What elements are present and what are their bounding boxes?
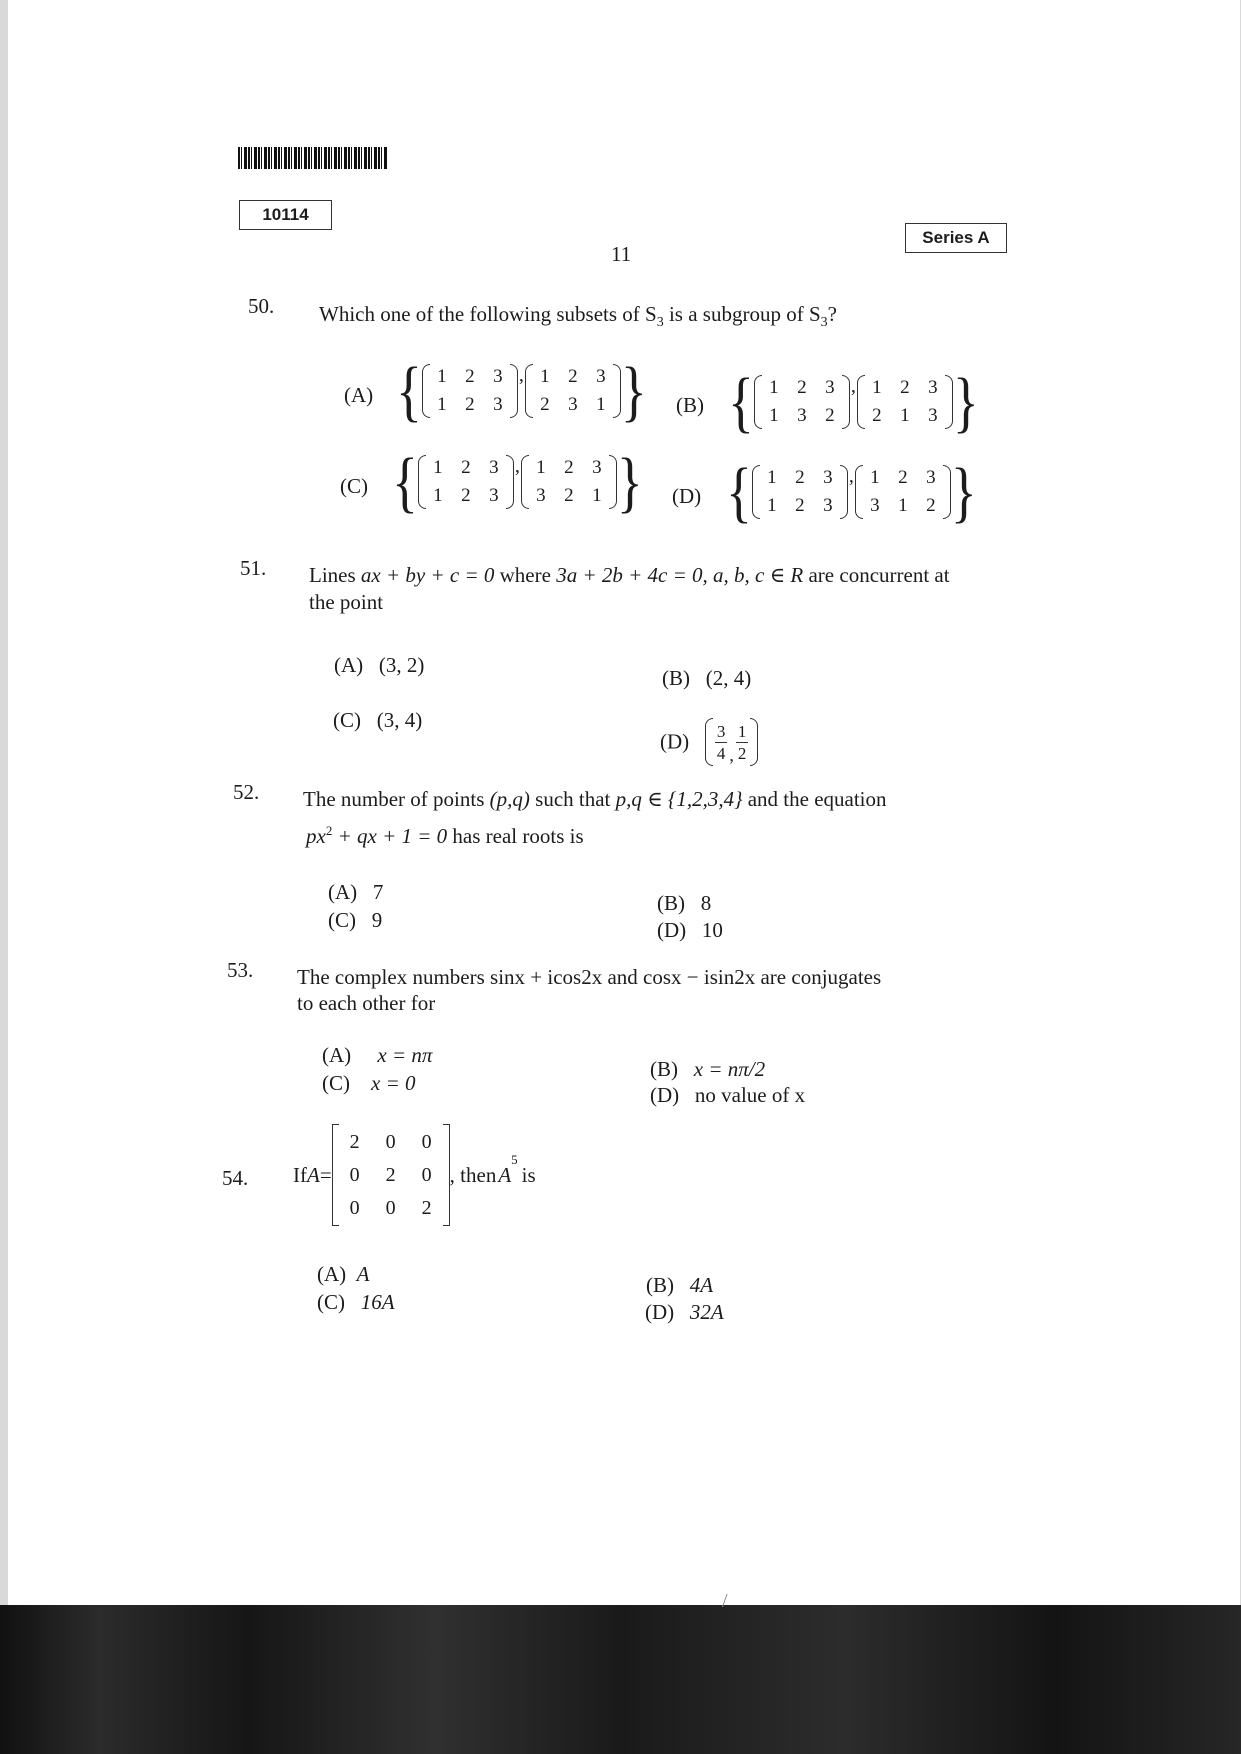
matrix-entry: 0 [349,1163,360,1186]
matrix-entry: 1 [898,495,908,516]
matrix-entry: 3 [928,405,938,426]
permutation-matrix [521,455,617,509]
matrix-entry: 2 [349,1130,360,1153]
question-number: 53. [227,958,254,982]
set-brace-open: { [726,454,752,530]
question-text-line2: the point [309,590,384,614]
matrix-entry: 1 [540,366,550,387]
option-c: (C) (3, 4) [333,708,423,732]
matrix-entry: 3 [592,457,602,478]
set-brace-close: } [620,353,647,429]
matrix-entry: 1 [596,394,606,415]
permutation-matrix [752,465,848,519]
matrix-entry: 3 [926,467,936,488]
matrix-entry: 3 [536,485,546,506]
matrix-entry: 1 [769,405,779,426]
option-a-set: { 1 2 3 1 2 3 , 1 2 3 2 3 1 } [396,353,647,429]
set-brace-close: } [950,454,977,530]
permutation-matrix [754,375,850,429]
matrix-entry: 2 [540,394,550,415]
matrix-entry: 1 [870,467,880,488]
permutation-matrix [418,455,514,509]
paper-code-box: 10114 [239,200,332,230]
matrix-entry: 1 [769,377,779,398]
question-text: The complex numbers sinx + icos2x and cosx − isin2x are conjugates [297,965,882,989]
matrix-entry: 1 [900,405,910,426]
permutation-matrix [422,364,518,418]
matrix-entry: 0 [385,1196,396,1219]
question-text: The number of points (p,q) such that p,q ∈ {1,2,3,4} and the equation [303,787,887,811]
matrix-entry: 2 [568,366,578,387]
question-number: 51. [240,556,267,580]
matrix-entry: 3 [797,405,807,426]
matrix-entry: 1 [767,495,777,516]
set-brace-open: { [728,364,754,440]
option-b-set: { 1 2 3 1 3 2 , 1 2 3 2 1 3 } [728,364,979,440]
option-label: (C) [340,474,368,498]
matrix-entry: 3 [870,495,880,516]
question-number: 50. [248,294,275,318]
set-brace-open: { [392,444,418,520]
series-box: Series A [905,223,1007,253]
option-a: (A) 7 [328,880,384,904]
matrix-entry: 2 [795,495,805,516]
option-label: (B) [676,393,704,417]
matrix-entry: 3 [825,377,835,398]
matrix-entry: 3 [823,467,833,488]
option-b: (B) 8 [657,891,712,915]
option-d: (D) 10 [657,918,723,942]
matrix-entry: 0 [349,1196,360,1219]
question-text: Lines ax + by + c = 0 where 3a + 2b + 4c = 0, a, b, c ∈ R are concurrent at [309,563,950,587]
matrix-entry: 2 [461,457,471,478]
matrix-entry: 2 [900,377,910,398]
option-c: (C) x = 0 [322,1071,416,1095]
matrix-entry: 1 [872,377,882,398]
matrix-entry: 1 [592,485,602,506]
matrix-entry: 1 [767,467,777,488]
stray-mark: / [722,1590,728,1612]
matrix-entry: 2 [461,485,471,506]
matrix-a [332,1124,450,1226]
matrix-entry: 2 [385,1163,396,1186]
set-brace-close: } [616,444,643,520]
option-c: (C) 9 [328,908,383,932]
permutation-matrix [857,375,953,429]
matrix-entry: 2 [465,366,475,387]
page-number: 11 [611,242,632,266]
question-number: 52. [233,780,260,804]
matrix-entry: 2 [898,467,908,488]
question-text-line2: $px^2$ + qx + 1 = 0 has real roots is [306,823,584,848]
matrix-entry: 2 [465,394,475,415]
option-b: (B) x = nπ/2 [650,1057,766,1081]
matrix-entry: 1 [433,457,443,478]
permutation-matrix [855,465,951,519]
option-d: (D) $\frac{3}{4}$ , $\frac{1}{2}$ [660,718,758,766]
matrix-entry: 2 [926,495,936,516]
matrix-entry: 2 [797,377,807,398]
matrix-entry: 1 [437,366,447,387]
option-c: (C) 16A [317,1290,395,1314]
matrix-entry: 2 [795,467,805,488]
matrix-entry: 2 [564,457,574,478]
matrix-entry: 3 [489,457,499,478]
matrix-entry: 3 [493,366,503,387]
set-brace-close: } [952,364,979,440]
option-a: (A) (3, 2) [334,653,425,677]
matrix-entry: 3 [596,366,606,387]
option-label: (A) [344,383,374,407]
question-text-line2: to each other for [297,991,436,1015]
set-brace-open: { [396,353,422,429]
option-b: (B) (2, 4) [662,666,752,690]
matrix-entry: 0 [421,1130,432,1153]
matrix-entry: 2 [564,485,574,506]
barcode [238,147,388,169]
option-d: (D) 32A [645,1300,724,1324]
option-d-set: { 1 2 3 1 2 3 , 1 2 3 3 1 2 } [726,454,977,530]
option-label: (D) [672,484,702,508]
matrix-entry: 0 [385,1130,396,1153]
option-c-set: { 1 2 3 1 2 3 , 1 2 3 3 2 1 } [392,444,643,520]
option-d: (D) no value of x [650,1083,806,1107]
matrix-entry: 1 [433,485,443,506]
matrix-entry: 3 [489,485,499,506]
question-text: Which one of the following subsets of $S_3$ is a subgroup of $S_3$? [319,302,837,331]
question-text: If A = 2 0 0 0 2 0 0 0 2 , then A $^5$ is [293,1124,536,1226]
question-number: 54. [222,1166,249,1190]
matrix-entry: 2 [825,405,835,426]
option-a: (A) x = nπ [322,1043,433,1067]
matrix-entry: 1 [437,394,447,415]
matrix-entry: 3 [568,394,578,415]
matrix-entry: 1 [536,457,546,478]
matrix-entry: 3 [928,377,938,398]
scanner-shadow [0,1605,1241,1754]
matrix-entry: 2 [872,405,882,426]
matrix-entry: 3 [493,394,503,415]
matrix-entry: 0 [421,1163,432,1186]
option-a: (A) A [317,1262,370,1286]
option-b: (B) 4A [646,1273,714,1297]
matrix-entry: 3 [823,495,833,516]
permutation-matrix [525,364,621,418]
matrix-entry: 2 [421,1196,432,1219]
